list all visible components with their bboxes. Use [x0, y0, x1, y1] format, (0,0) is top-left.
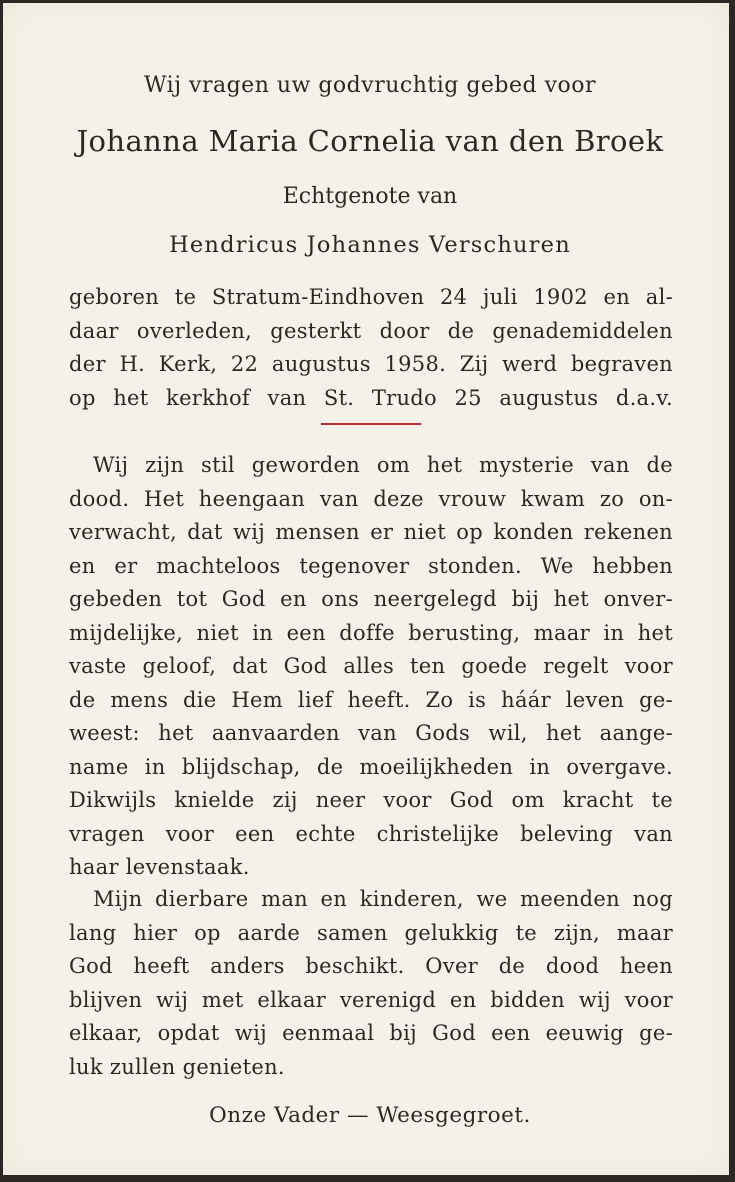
family-paragraph — [69, 883, 673, 1084]
paragraph-line: en er machteloos tegenover stonden. We hebben — [69, 553, 673, 578]
paragraph-line: blijven wij met elkaar verenigd en bidden wij voor — [69, 987, 673, 1012]
spouse-label: Echtgenote van — [282, 184, 458, 209]
paragraph-line: Dikwijls knielde zij neer voor God om kracht te — [69, 788, 673, 812]
biography-line: daar overleden, gesterkt door de genademiddelen — [69, 318, 673, 343]
intro-text: Wij vragen uw godvruchtig gebed voor — [143, 73, 597, 98]
biography-line: der H. Kerk, 22 augustus 1958. Zij werd begraven — [69, 352, 673, 376]
paragraph-line: haar levenstaak. — [69, 855, 250, 879]
biography-line: op het kerkhof van St. Trudo 25 augustus d.a.v. — [69, 385, 673, 410]
paragraph-line: verwacht, dat wij mensen er niet op konden rekenen — [69, 520, 673, 544]
paragraph-line: mijdelijke, niet in een doffe berusting, maar in het — [69, 620, 673, 645]
deceased-name: Johanna Maria Cornelia van den Broek — [76, 124, 664, 158]
spouse-name: Hendricus Johannes Verschuren — [169, 232, 571, 258]
paragraph-line: name in blijdschap, de moeilijkheden in overgave. — [69, 754, 673, 779]
paragraph-line: dood. Het heengaan van deze vrouw kwam zo on- — [69, 486, 673, 511]
red-divider — [321, 423, 421, 425]
memorial-card — [3, 3, 729, 1175]
biography-line: geboren te Stratum-Eindhoven 24 juli 1902 en al- — [69, 285, 673, 309]
biography-text — [69, 281, 673, 415]
closing-prayers: Onze Vader — Weesgegroet. — [209, 1103, 531, 1128]
paragraph-line: luk zullen genieten. — [69, 1054, 285, 1079]
paragraph-line: gebeden tot God en ons neergelegd bij het onver- — [69, 587, 673, 611]
paragraph-line: God heeft anders beschikt. Over de dood heen — [69, 954, 673, 978]
paragraph-line: elkaar, opdat wij eenmaal bij God een eeuwig ge- — [69, 1021, 673, 1045]
paragraph-line: Mijn dierbare man en kinderen, we meenden nog — [93, 887, 673, 911]
reflection-paragraph — [69, 449, 673, 885]
paragraph-line: vaste geloof, dat God alles ten goede regelt voor — [69, 654, 673, 678]
paragraph-line: lang hier op aarde samen gelukkig te zijn, maar — [69, 920, 673, 945]
paragraph-line: Wij zijn stil geworden om het mysterie van de — [93, 453, 673, 477]
paragraph-line: de mens die Hem lief heeft. Zo is háár leven ge- — [69, 687, 673, 712]
paragraph-line: weest: het aanvaarden van Gods wil, het aange- — [69, 721, 673, 745]
paragraph-line: vragen voor een echte christelijke beleving van — [69, 821, 673, 846]
